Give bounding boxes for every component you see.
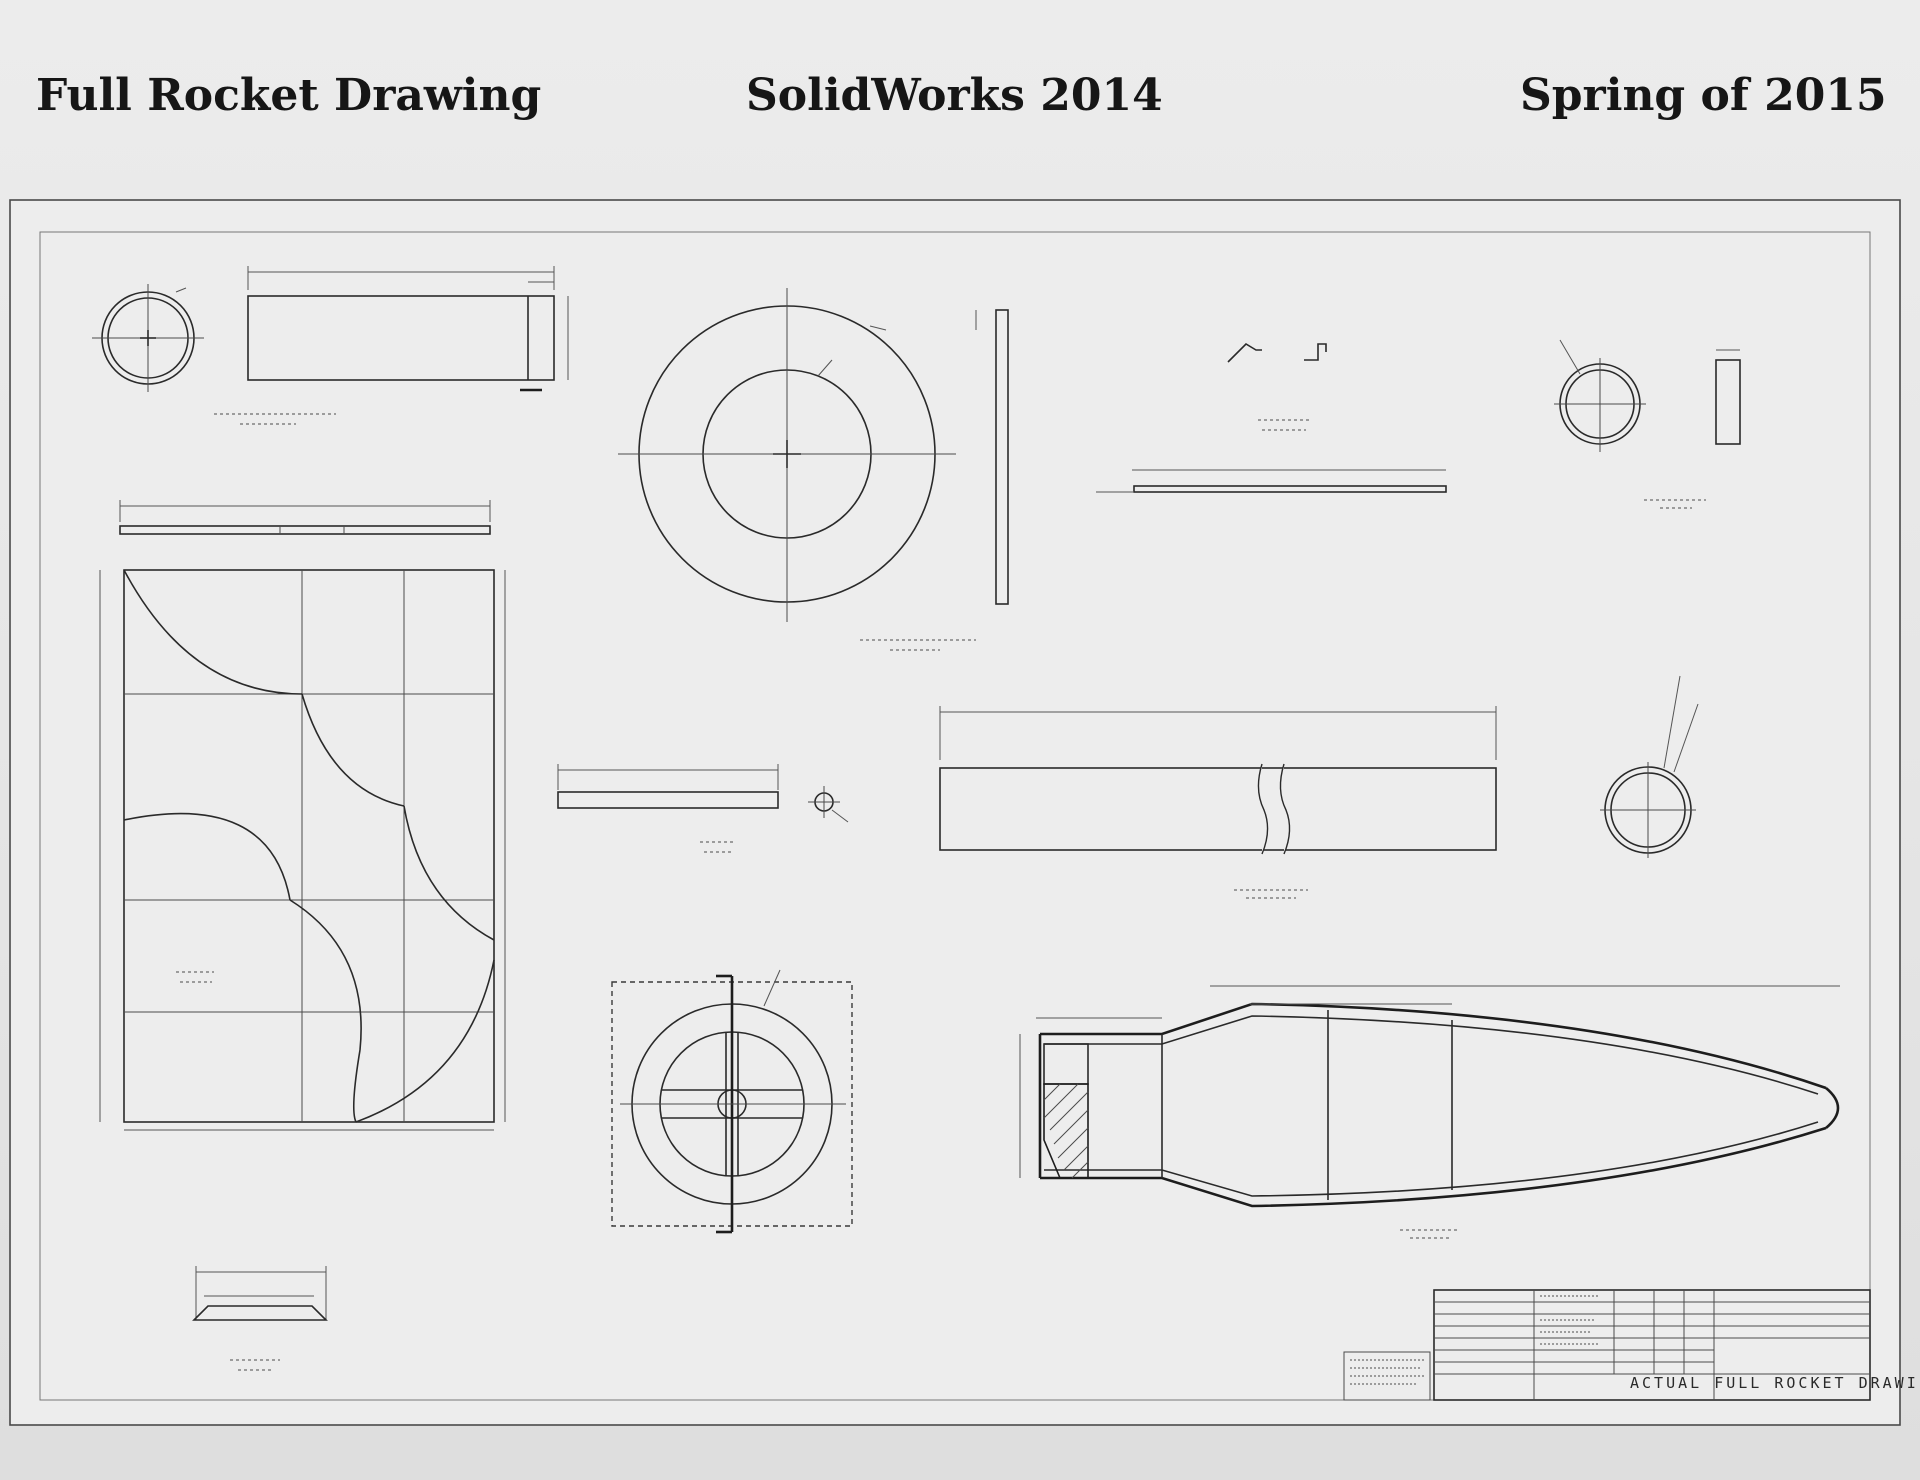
title-block-drawing-name: ACTUAL FULL ROCKET DRAWI <box>1630 1374 1919 1392</box>
header-left-title: Full Rocket Drawing <box>36 70 542 121</box>
header-right-title: Spring of 2015 <box>1520 70 1887 121</box>
drawing-paper <box>10 200 1900 1425</box>
header-center-title: SolidWorks 2014 <box>746 70 1163 121</box>
